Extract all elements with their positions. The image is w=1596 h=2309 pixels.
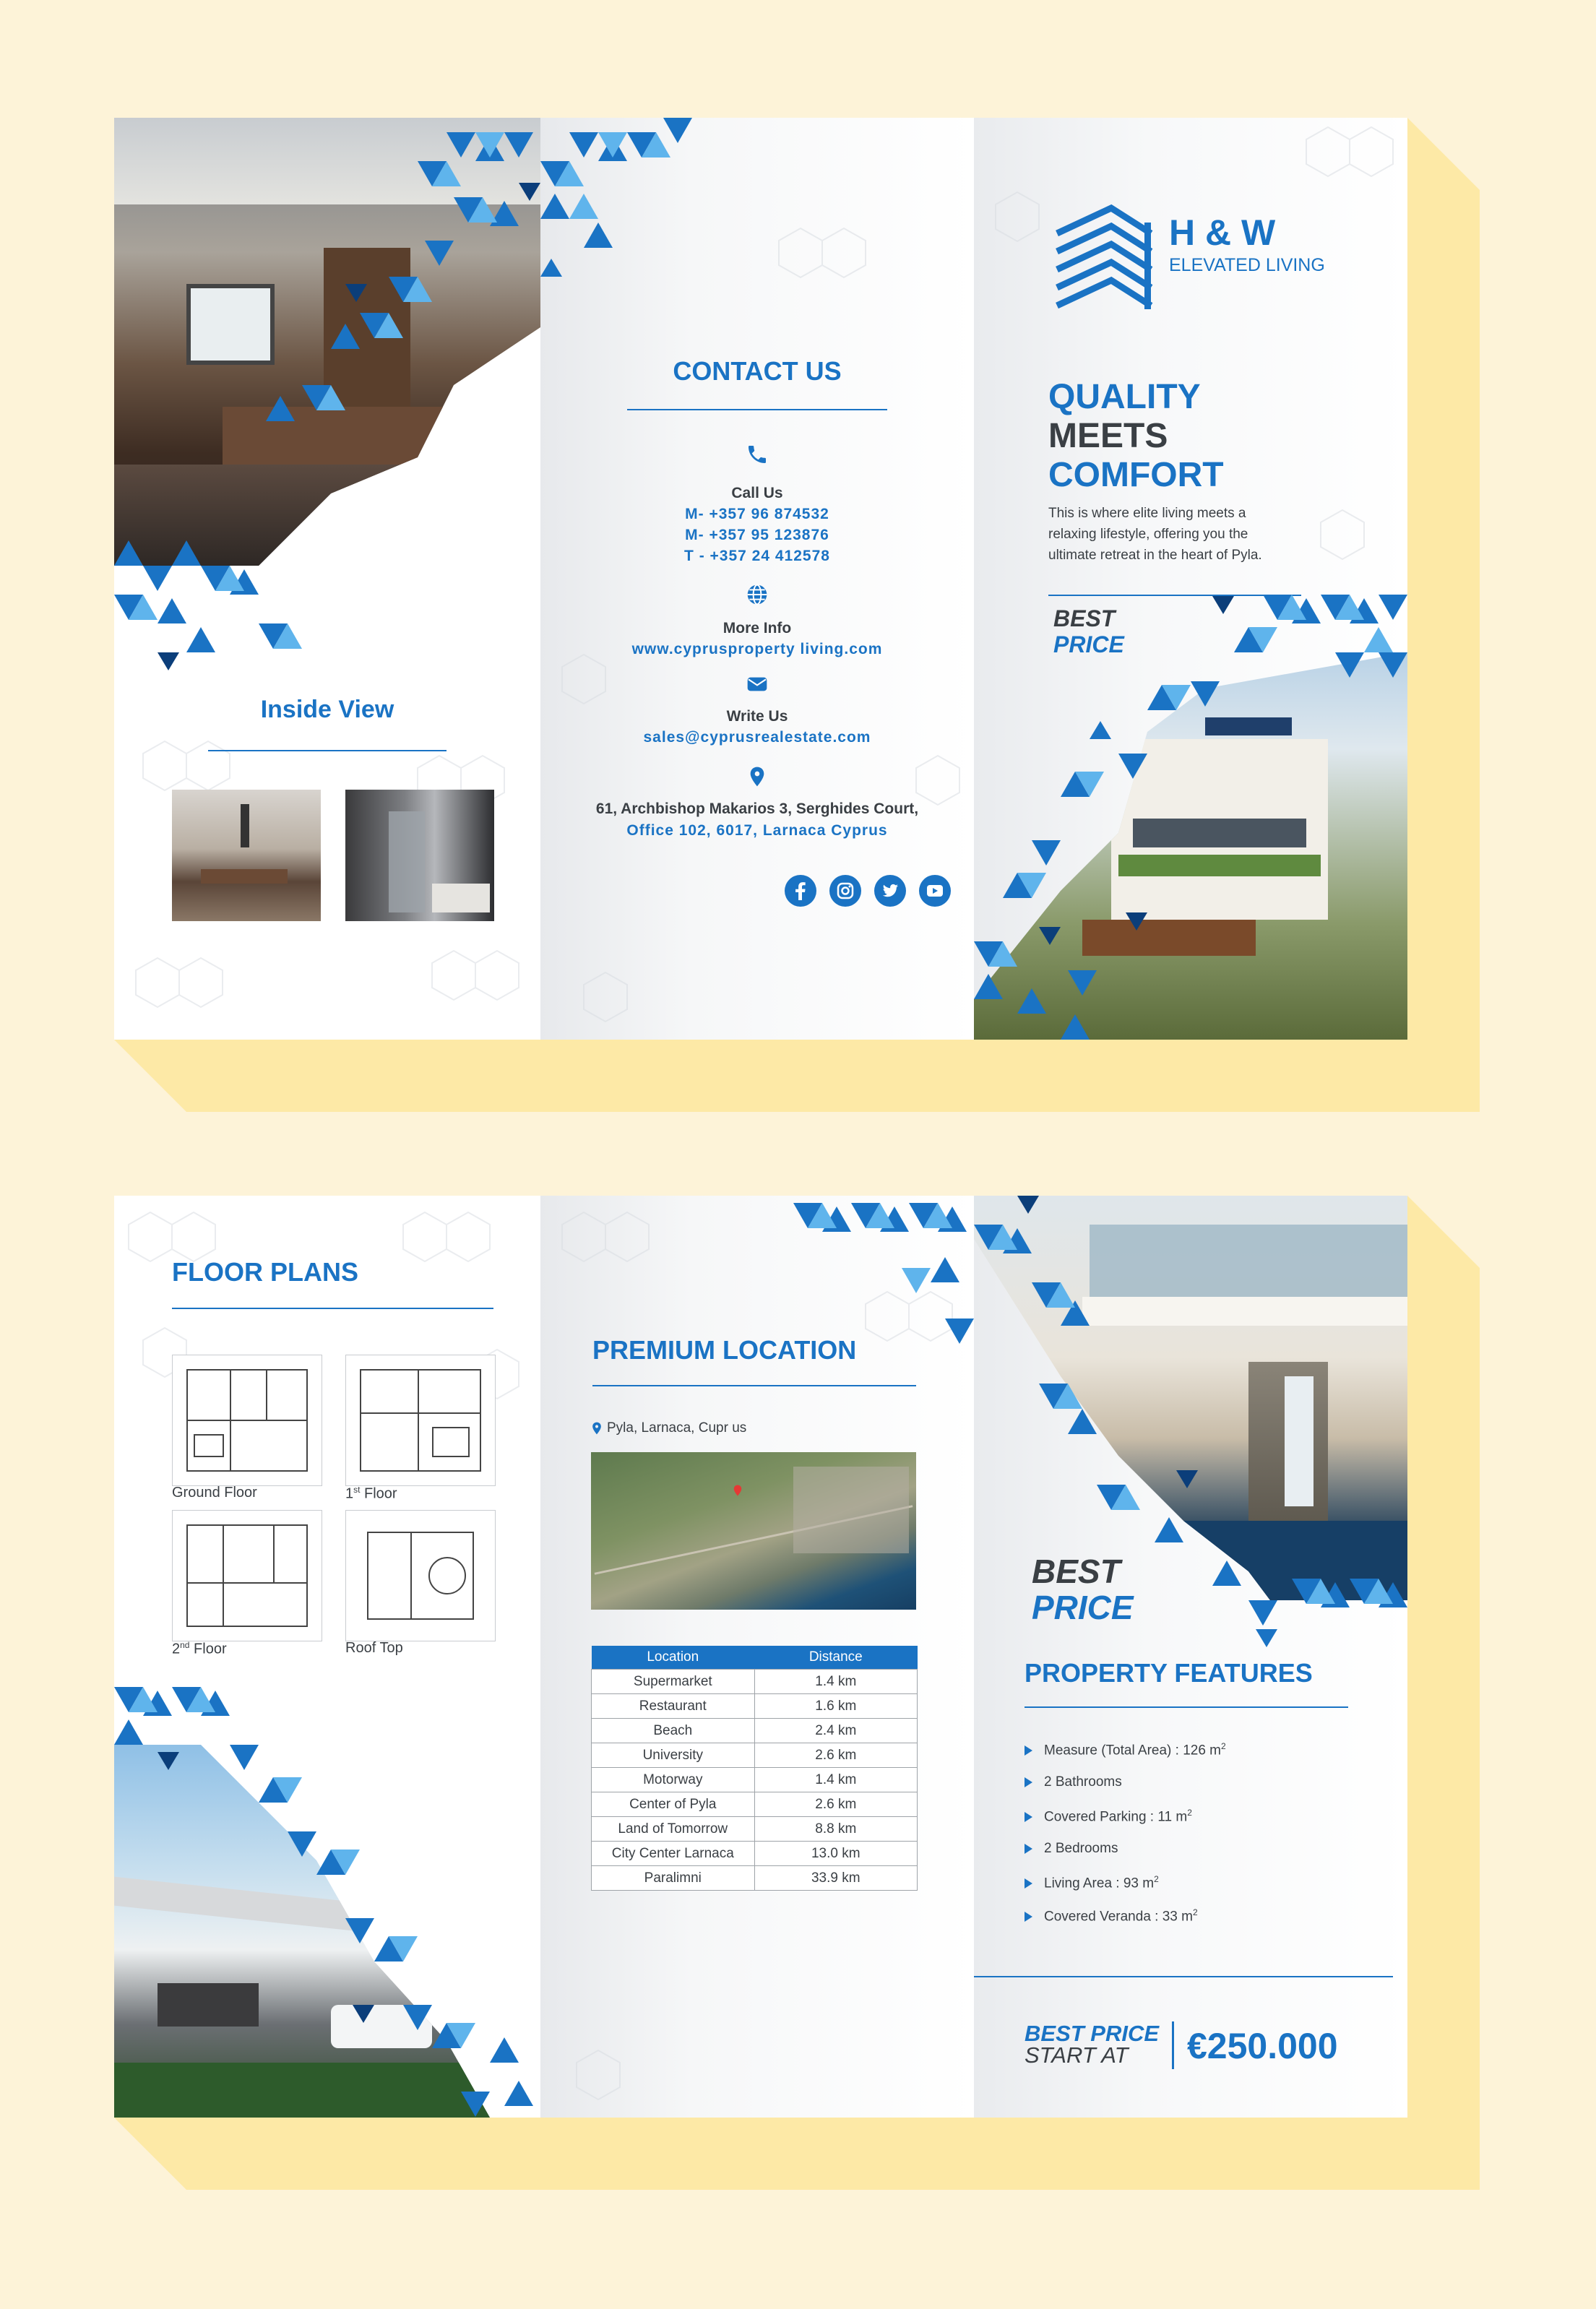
feature-item — [1025, 1774, 1122, 1790]
floor-plan-drawing — [173, 1511, 322, 1641]
brochure-back-side — [114, 1196, 1407, 2118]
distance-cell: 1.6 km — [754, 1694, 917, 1719]
feature-text: Living Area : 93 m — [1044, 1876, 1155, 1891]
feature-item — [1025, 1741, 1226, 1758]
cover-panel — [974, 118, 1407, 1040]
floor-plans-title: FLOOR PLANS — [172, 1257, 358, 1287]
feature-unit-exponent: 2 — [1154, 1874, 1159, 1884]
column-header: Location — [592, 1646, 755, 1670]
distance-cell: 33.9 km — [754, 1866, 917, 1891]
price-value: €250.000 — [1187, 2026, 1338, 2066]
more-info-block — [540, 618, 974, 660]
distance-cell: 8.8 km — [754, 1817, 917, 1842]
floor-plans-panel — [114, 1196, 540, 2118]
inside-view-panel — [114, 118, 540, 1040]
property-features-rule — [1025, 1706, 1348, 1708]
distance-cell: 2.6 km — [754, 1792, 917, 1817]
feature-unit-exponent: 2 — [1187, 1808, 1192, 1818]
best-price-label — [1053, 605, 1124, 657]
best-price-line-1: BEST — [1032, 1553, 1121, 1590]
floor-plan-label: Roof Top — [345, 1640, 403, 1656]
wood-wall — [324, 248, 410, 407]
location-cell: Supermarket — [592, 1670, 755, 1694]
youtube-icon[interactable] — [919, 875, 951, 907]
villa-windows — [1133, 819, 1306, 847]
floor-ordinal: st — [353, 1485, 361, 1495]
floor-ordinal: nd — [180, 1640, 190, 1650]
floor-plans-rule — [172, 1308, 493, 1309]
call-us-block — [540, 483, 974, 566]
patio-chairs — [158, 1983, 259, 2027]
table-row — [592, 1792, 918, 1817]
inside-view-title: Inside View — [260, 696, 394, 723]
dining-table — [201, 869, 288, 884]
floor-plan-roof[interactable] — [345, 1510, 496, 1641]
floor-word: Floor — [360, 1485, 397, 1502]
villa-pool-photo — [974, 1196, 1407, 1600]
location-place: Pyla, Larnaca, Cupr us — [607, 1420, 747, 1436]
globe-icon — [746, 583, 769, 606]
price-label-line-2: START AT — [1025, 2042, 1129, 2068]
description-line: relaxing lifestyle, offering you the — [1048, 527, 1248, 542]
address-line-1: 61, Archbishop Makarios 3, Serghides Court, — [595, 800, 919, 817]
phone-number[interactable]: M- +357 96 874532 — [685, 506, 829, 522]
phone-icon — [746, 443, 769, 466]
headline-line-3: COMFORT — [1048, 456, 1224, 494]
table-row — [592, 1768, 918, 1792]
feature-text: 2 Bedrooms — [1044, 1841, 1118, 1856]
property-features-title: PROPERTY FEATURES — [1025, 1658, 1313, 1688]
brochure-front-side — [114, 118, 1407, 1040]
location-cell: Motorway — [592, 1768, 755, 1792]
floor-plan-label — [172, 1640, 227, 1658]
column-header: Distance — [754, 1646, 917, 1670]
feature-text: 2 Bathrooms — [1044, 1774, 1122, 1790]
feature-unit-exponent: 2 — [1192, 1907, 1198, 1917]
floor-plan-drawing — [173, 1355, 322, 1485]
best-price-line-1: BEST — [1053, 605, 1116, 631]
triangle-bullet-icon — [1025, 1777, 1032, 1787]
distance-table — [591, 1646, 918, 1891]
table-row — [592, 1694, 918, 1719]
inside-view-rule — [208, 750, 447, 751]
floor-plan-label: Ground Floor — [172, 1485, 257, 1501]
pergola-roof — [114, 1877, 353, 1931]
property-features-panel — [974, 1196, 1407, 2118]
price-rule — [974, 1976, 1393, 1977]
triangle-bullet-icon — [1025, 1878, 1032, 1889]
brochure-shadow-back-side — [1407, 1196, 1480, 2190]
price-label — [1025, 2023, 1159, 2066]
brochure-shadow-back-bottom — [114, 2118, 1480, 2190]
cover-rule — [1048, 595, 1301, 596]
premium-location-title: PREMIUM LOCATION — [592, 1335, 857, 1365]
description-line: This is where elite living meets a — [1048, 506, 1246, 521]
inside-view-bathroom-photo — [345, 790, 494, 921]
floor-plan-first[interactable] — [345, 1355, 496, 1486]
floor-word: Floor — [189, 1641, 227, 1657]
glass-partition — [389, 811, 425, 912]
write-us-label: Write Us — [726, 708, 788, 725]
hex-pattern — [540, 118, 974, 1040]
waterfall — [1285, 1376, 1314, 1506]
villa-slab — [1082, 1297, 1407, 1326]
table-row — [592, 1743, 918, 1768]
feature-item — [1025, 1808, 1192, 1825]
location-pin-icon — [590, 1420, 604, 1436]
address-line-2: Office 102, 6017, Larnaca Cyprus — [626, 822, 888, 839]
location-cell: Center of Pyla — [592, 1792, 755, 1817]
phone-number[interactable]: T - +357 24 412578 — [684, 548, 830, 564]
feature-text: Covered Parking : 11 m — [1044, 1809, 1188, 1825]
mail-icon — [746, 673, 769, 696]
brand-tagline: ELEVATED LIVING — [1169, 255, 1325, 275]
table-header-row — [592, 1646, 918, 1670]
price-label-line-1: BEST PRICE — [1025, 2021, 1160, 2046]
price-divider — [1172, 2021, 1174, 2069]
feature-text: Measure (Total Area) : 126 m — [1044, 1743, 1221, 1758]
solar-panels — [1205, 717, 1292, 735]
distance-cell: 13.0 km — [754, 1842, 917, 1866]
floor-plan-ground[interactable] — [172, 1355, 322, 1486]
pendant-light — [241, 804, 249, 847]
satellite-map[interactable] — [591, 1452, 916, 1610]
distance-cell: 2.4 km — [754, 1719, 917, 1743]
brochure-shadow-front-side — [1407, 118, 1480, 1112]
floor-plan-drawing — [346, 1355, 495, 1485]
villa-balcony-plants — [1118, 855, 1321, 876]
brand-name: H & W — [1169, 212, 1276, 253]
feature-item — [1025, 1907, 1198, 1925]
map-marker-icon — [731, 1482, 744, 1498]
best-price-line-2: PRICE — [1053, 631, 1124, 657]
address-block — [540, 798, 974, 842]
table-row — [592, 1719, 918, 1743]
distance-cell: 1.4 km — [754, 1670, 917, 1694]
table-row — [592, 1817, 918, 1842]
feature-text: Covered Veranda : 33 m — [1044, 1909, 1193, 1925]
feature-item — [1025, 1874, 1159, 1891]
bed — [432, 884, 490, 912]
map-town — [793, 1467, 909, 1553]
call-us-label: Call Us — [731, 485, 783, 501]
contact-title: CONTACT US — [673, 356, 842, 386]
floor-plan-second[interactable] — [172, 1510, 322, 1641]
location-cell: Paralimni — [592, 1866, 755, 1891]
website-link[interactable]: www.cyprusproperty living.com — [631, 641, 883, 657]
table-row — [592, 1670, 918, 1694]
location-cell: University — [592, 1743, 755, 1768]
window — [186, 284, 275, 365]
premium-location-panel — [540, 1196, 974, 2118]
table-row — [592, 1866, 918, 1891]
more-info-label: More Info — [722, 620, 792, 636]
best-price-line-2: PRICE — [1032, 1589, 1134, 1626]
premium-location-rule — [592, 1385, 916, 1386]
triangle-bullet-icon — [1025, 1812, 1032, 1822]
facebook-icon[interactable] — [785, 875, 816, 907]
floor-number: 1 — [345, 1485, 354, 1502]
location-cell: Land of Tomorrow — [592, 1817, 755, 1842]
best-price-label — [1032, 1553, 1134, 1626]
phone-number[interactable]: M- +357 95 123876 — [685, 527, 829, 543]
write-us-block — [540, 706, 974, 748]
brochure-shadow-front-bottom — [114, 1040, 1480, 1112]
location-pin-icon — [746, 765, 769, 788]
ceiling — [114, 118, 540, 204]
inside-view-dining-photo — [172, 790, 321, 921]
contact-panel — [540, 118, 974, 1040]
building-logo-icon — [1053, 194, 1155, 309]
feature-unit-exponent: 2 — [1221, 1741, 1226, 1751]
distance-cell: 2.6 km — [754, 1743, 917, 1768]
villa-wood-fence — [1082, 920, 1256, 956]
twitter-icon[interactable] — [874, 875, 906, 907]
table-row — [592, 1842, 918, 1866]
instagram-icon[interactable] — [829, 875, 861, 907]
floor-plan-drawing — [346, 1511, 495, 1641]
location-cell: Restaurant — [592, 1694, 755, 1719]
headline-line-1: QUALITY — [1048, 378, 1201, 416]
triangle-bullet-icon — [1025, 1912, 1032, 1922]
triangle-bullet-icon — [1025, 1745, 1032, 1756]
cover-description — [1048, 503, 1262, 566]
floor-plan-label — [345, 1485, 397, 1503]
location-cell: City Center Larnaca — [592, 1842, 755, 1866]
email-link[interactable]: sales@cyprusrealestate.com — [643, 729, 871, 746]
contact-rule — [627, 409, 887, 410]
glass-balcony — [1090, 1225, 1407, 1297]
description-line: ultimate retreat in the heart of Pyla. — [1048, 548, 1262, 563]
feature-item — [1025, 1841, 1118, 1857]
distance-cell: 1.4 km — [754, 1768, 917, 1792]
floor-number: 2 — [172, 1641, 181, 1657]
triangle-bullet-icon — [1025, 1844, 1032, 1854]
headline-line-2: MEETS — [1048, 417, 1168, 455]
location-cell: Beach — [592, 1719, 755, 1743]
jacuzzi — [331, 2005, 432, 2048]
